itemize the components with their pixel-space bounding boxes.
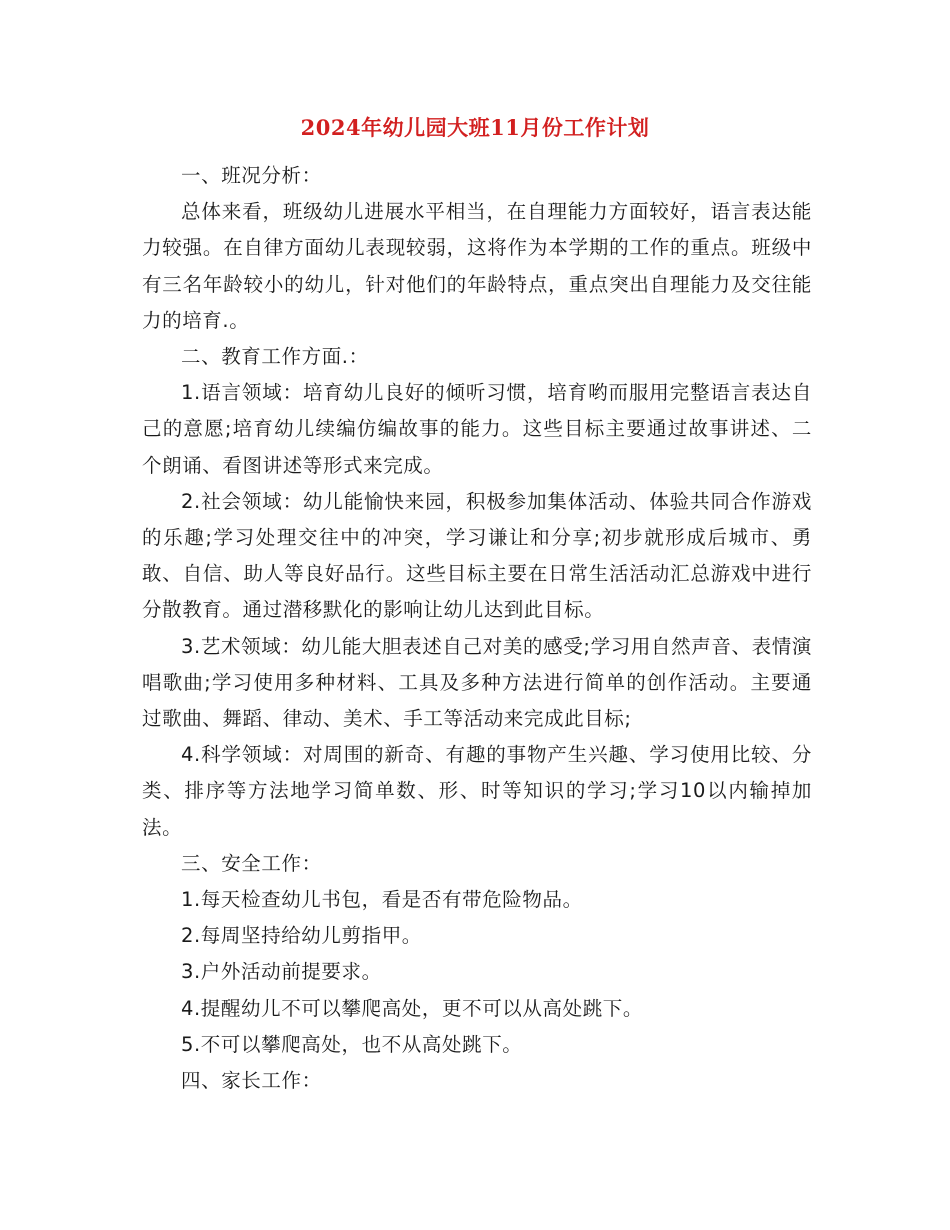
paragraph-science-domain: 4.科学领域：对周围的新奇、有趣的事物产生兴趣、学习使用比较、分类、排序等方法地学习简单数、形、时等知识的学习;学习10以内输掉加法。 [142,743,812,839]
document-body [142,158,812,1099]
list-item-safety-3: 3.户外活动前提要求。 [181,960,382,984]
document-title: 2024年幼儿园大班11月份工作计划 [300,115,650,140]
paragraph-art-domain: 3.艺术领域：幼儿能大胆表述自己对美的感受;学习用自然声音、表情演唱歌曲;学习使用多种材料、工具及多种方法进行简单的创作活动。主要通过歌曲、舞蹈、律动、美术、手工等活动来完成此目标; [142,634,812,731]
paragraph-class-overview: 总体来看，班级幼儿进展水平相当，在自理能力方面较好，语言表达能力较强。在自律方面幼儿表现较弱，这将作为本学期的工作的重点。班级中有三名年龄较小的幼儿，针对他们的年龄特点，重点突出自理能力及交往能力的培育.。 [142,200,812,332]
section-heading-safety: 三、安全工作： [181,851,322,875]
section-heading-parents: 四、家长工作： [181,1069,322,1093]
paragraph-language-domain: 1.语言领域：培育幼儿良好的倾听习惯，培育哟而服用完整语言表达自己的意愿;培育幼儿续编仿编故事的能力。这些目标主要通过故事讲述、二个朗诵、看图讲述等形式来完成。 [142,381,812,477]
list-item-safety-4: 4.提醒幼儿不可以攀爬高处，更不可以从高处跳下。 [181,996,644,1020]
paragraph-social-domain: 2.社会领域：幼儿能愉快来园，积极参加集体活动、体验共同合作游戏的乐趣;学习处理交往中的冲突，学习谦让和分享;初步就形成后城市、勇敢、自信、助人等良好品行。这些目标主要在日常生活活动汇总游戏中进行分散教育。通过潜移默化的影响让幼儿达到此目标。 [142,489,812,622]
section-heading-class-analysis: 一、班况分析： [181,164,322,187]
list-item-safety-2: 2.每周坚持给幼儿剪指甲。 [181,924,422,948]
section-heading-education: 二、教育工作方面.： [181,345,369,369]
list-item-safety-1: 1.每天检查幼儿书包，看是否有带危险物品。 [181,888,583,912]
list-item-safety-5: 5.不可以攀爬高处，也不从高处跳下。 [181,1032,523,1056]
